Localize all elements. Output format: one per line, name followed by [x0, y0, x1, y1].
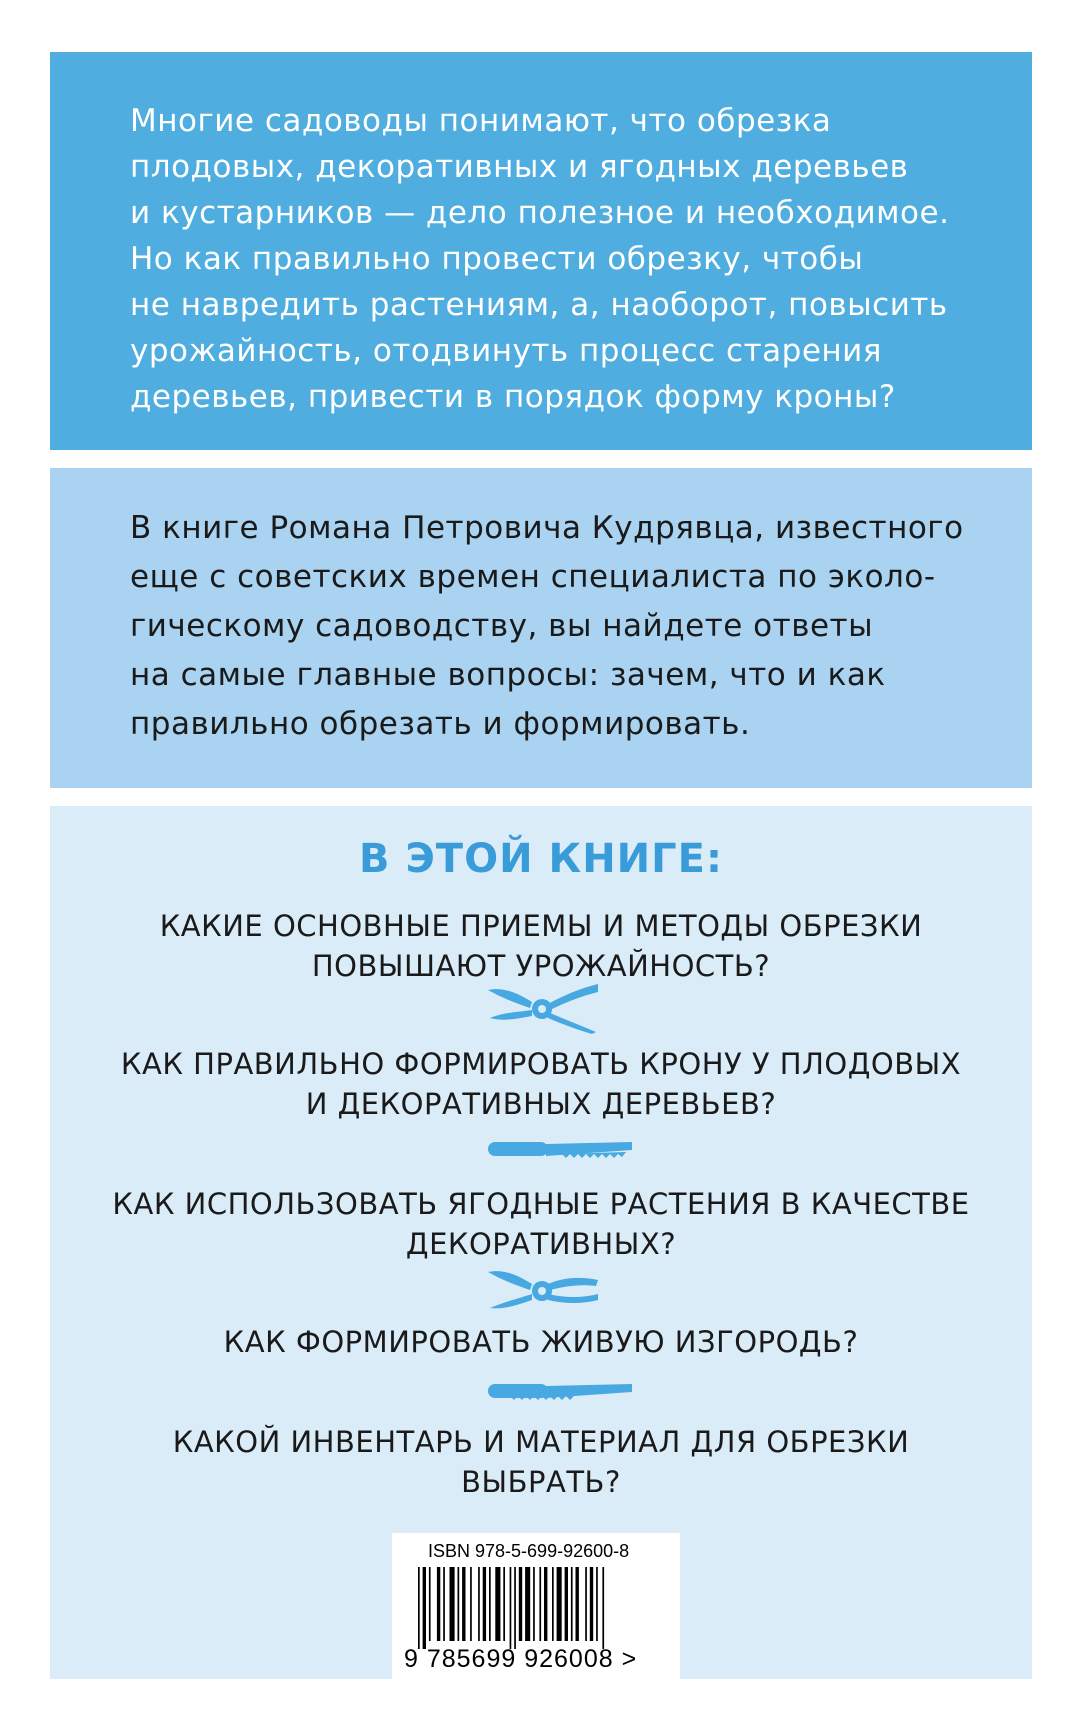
question-line: ДЕКОРАТИВНЫХ? — [405, 1227, 677, 1261]
question-item — [50, 1184, 1032, 1264]
pruning-saw-icon — [486, 1380, 636, 1404]
about-line: еще с советских времен специалиста по эколо- — [130, 559, 936, 595]
intro-line: и кустарников — дело полезное и необходимое. — [130, 195, 950, 231]
about-line: В книге Романа Петровича Кудрявца, известного — [130, 510, 964, 546]
intro-line: Многие садоводы понимают, что обрезка — [130, 103, 832, 139]
intro-line: Но как правильно провести обрезку, чтобы — [130, 241, 864, 277]
pruning-shears-icon — [486, 982, 600, 1034]
intro-panel — [50, 52, 1032, 450]
barcode-bars — [412, 1567, 660, 1649]
about-line: правильно обрезать и формировать. — [130, 706, 751, 742]
about-text — [130, 504, 964, 749]
pruning-shears-icon — [486, 1264, 600, 1316]
question-item — [50, 1322, 1032, 1362]
pruning-saw-icon — [486, 1138, 636, 1162]
about-panel — [50, 468, 1032, 788]
barcode — [392, 1533, 680, 1679]
question-item — [50, 1422, 1032, 1502]
question-item — [50, 906, 1032, 986]
intro-line: плодовых, декоративных и ягодных деревьев — [130, 149, 909, 185]
question-line: ВЫБРАТЬ? — [461, 1465, 621, 1499]
question-line: КАКИЕ ОСНОВНЫЕ ПРИЕМЫ И МЕТОДЫ ОБРЕЗКИ — [159, 909, 923, 943]
barcode-digits: 9 785699 926008 > — [404, 1645, 638, 1673]
question-line: КАК ФОРМИРОВАТЬ ЖИВУЮ ИЗГОРОДЬ? — [223, 1325, 859, 1359]
isbn-label: ISBN 978-5-699-92600-8 — [428, 1541, 630, 1561]
question-item — [50, 1044, 1032, 1124]
question-line: КАК ПРАВИЛЬНО ФОРМИРОВАТЬ КРОНУ У ПЛОДОВЫХ — [120, 1047, 962, 1081]
question-line: КАК ИСПОЛЬЗОВАТЬ ЯГОДНЫЕ РАСТЕНИЯ В КАЧЕСТВЕ — [112, 1187, 970, 1221]
question-line: КАКОЙ ИНВЕНТАРЬ И МАТЕРИАЛ ДЛЯ ОБРЕЗКИ — [172, 1425, 910, 1459]
question-line: И ДЕКОРАТИВНЫХ ДЕРЕВЬЕВ? — [305, 1087, 777, 1121]
contents-heading: В ЭТОЙ КНИГЕ: — [359, 836, 723, 882]
about-line: гическому садоводству, вы найдете ответы — [130, 608, 874, 644]
question-line: ПОВЫШАЮТ УРОЖАЙНОСТЬ? — [311, 949, 771, 983]
intro-text — [130, 98, 949, 420]
intro-line: деревьев, привести в порядок форму кроны? — [130, 379, 896, 415]
intro-line: не навредить растениям, а, наоборот, повысить — [130, 287, 948, 323]
about-line: на самые главные вопросы: зачем, что и как — [130, 657, 886, 693]
intro-line: урожайность, отодвинуть процесс старения — [130, 333, 882, 369]
